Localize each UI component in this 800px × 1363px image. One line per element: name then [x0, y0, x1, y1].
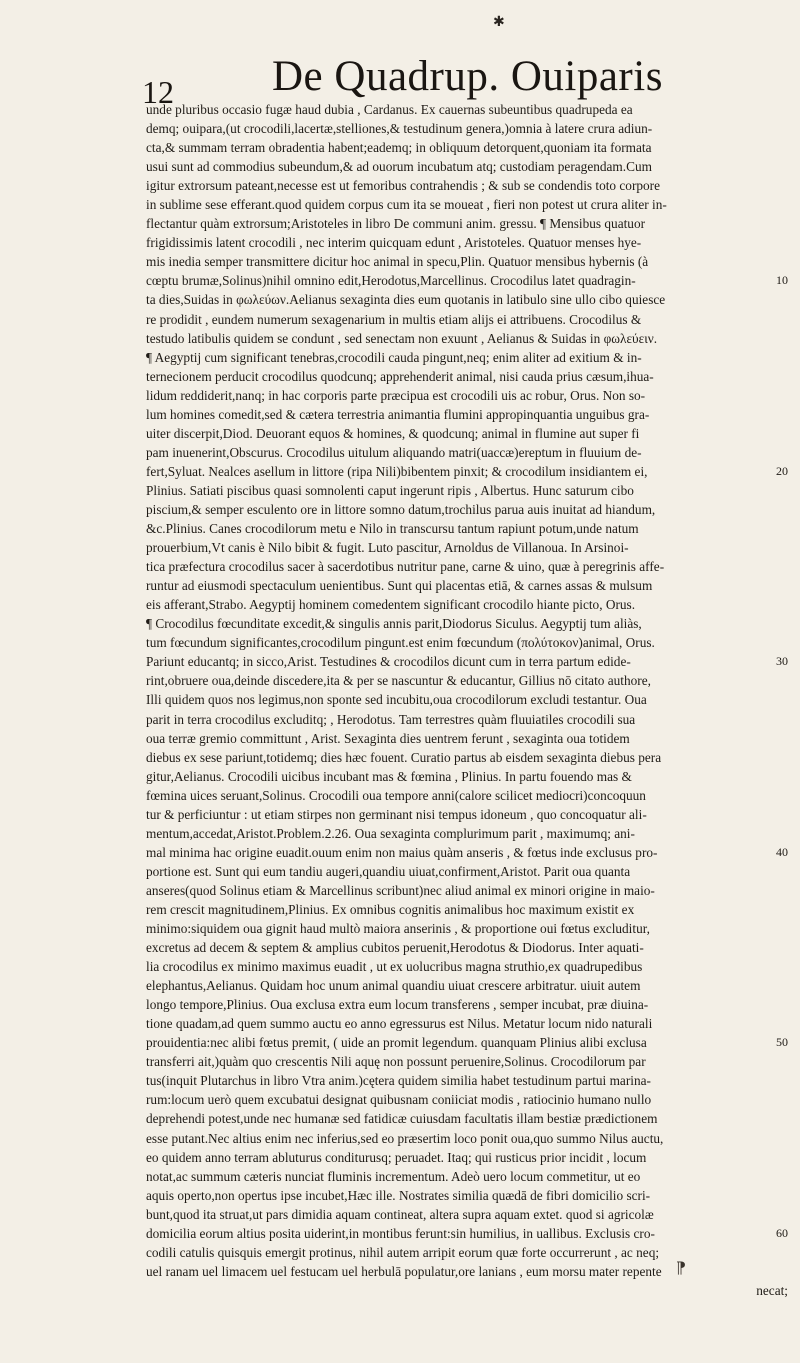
text-line: prouerbium,Vt canis è Nilo bibit & fugit. Luto pascitur, Arnoldus de Villanoua. In Arsinoi- — [146, 540, 629, 556]
text-line: tum fœcundum significantes,crocodilum pingunt.est enim fœcundum (πολύτοκον)animal, Orus. — [146, 635, 655, 651]
text-line: fœmina uices seruant,Solinus. Crocodili oua tempore anni(calore scilicet mediocri)concoquun — [146, 787, 646, 803]
text-line: lia crocodilus ex minimo maximus euadit , ut ex uolucribus magna struthio,ex quadrupedibus — [146, 959, 643, 975]
text-line: deprehendi potest,unde nec humanæ sed fatidicæ cuiusdam facultatis illam bestiæ prædictionem — [146, 1111, 658, 1127]
text-line: tus(inquit Plutarchus in libro Vtra anim.)cętera quidem similia habet testudinum partui marina- — [146, 1073, 651, 1089]
text-line: mis inedia semper transmittere dicitur hoc animal in specu,Plin. Quatuor mensibus hybernis (à — [146, 254, 649, 270]
text-line: anseres(quod Solinus etiam & Marcellinus scribunt)nec aliud animal ex minori origine in maio- — [146, 882, 655, 898]
text-line: notat,ac summum cæteris nunciat fluminis incrementum. Adeò uero locum commetitur, ut eo — [146, 1168, 641, 1184]
text-line: usui sunt ad commodius subeundum,& ad ouorum incubatum atq; custodiam peragendam.Cum — [146, 159, 652, 175]
text-line: fert,Syluat. Nealces asellum in littore (ripa Nili)bibentem pinxit; & crocodilum insidiantem ei, — [146, 463, 648, 479]
text-line: in sublime sese efferant.quod quidem corpus cum ita se moueat , fieri non potest ut crura aliter in- — [146, 197, 667, 213]
text-line: esse putant.Nec altius enim nec inferius,sed eo præsertim loco ponit oua,quo summo Nilus auctu, — [146, 1130, 664, 1146]
margin-number: 60 — [776, 1225, 788, 1240]
text-line: ta dies,Suidas in φωλεύων.Aelianus sexaginta dies eum quotanis in latibulo sine ullo cibo quiesce — [146, 292, 666, 308]
text-line: portione est. Sunt qui eum tandiu augeri,quandiu uiuat,confirment,Aristot. Parit oua quanta — [146, 863, 631, 879]
text-line: domicilia eorum altius posita uiderint,in montibus ferunt:sin humilius, in uallibus. Exclusis cro- — [146, 1225, 655, 1241]
text-line: pam inuenerint,Obscurus. Crocodilus uitulum aliquando matri(uaccæ)ereptum in fluuium de- — [146, 444, 642, 460]
text-line: uiter discerpit,Diod. Deuorant equos & homines, & quodcunq; animal in flumine aut super fi — [146, 425, 640, 441]
text-line: minimo:siquidem oua gignit haud multò maiora anserinis , & proportione oui fœtus excluditur, — [146, 921, 650, 937]
margin-number: 30 — [776, 654, 788, 669]
text-line: re prodidit , eundem numerum sexagenarium in multis etiam alijs ei attribuens. Crocodilus & — [146, 311, 642, 327]
text-line: rem crescit magnitudinem,Plinius. Ex omnibus cognitis animalibus hoc maximum existit ex — [146, 901, 635, 917]
text-line: prouidentia:nec alibi fœtus premit, ( uide an promit legendum. quanquam Plinius alibi exclusa — [146, 1035, 647, 1051]
text-line: rum:locum uerò quem excubatui designat quibusnam coniiciat modis , ratiocinio humano nullo — [146, 1092, 652, 1108]
text-line: necat; — [756, 1282, 788, 1298]
text-line: longo tempore,Plinius. Oua exclusa extra eum locum transferens , semper incubat, præ diuina- — [146, 997, 649, 1013]
text-line: gitur,Aelianus. Crocodili uicibus incubant mas & fœmina , Plinius. In partu fouendo mas & — [146, 768, 632, 784]
margin-number: 20 — [776, 463, 788, 478]
text-line: eis afferant,Strabo. Aegyptij hominem comedentem significant crocodilo hiante picto, Orus. — [146, 597, 636, 613]
text-line: bunt,quod ita struat,ut pars dimidia aquam contineat, altera supra aquam extet. quod si agricolæ — [146, 1206, 654, 1222]
text-line: eo quidem anno terram abluturus conditurusq; peruadet. Itaq; qui rusticus prior incidit , locum — [146, 1149, 647, 1165]
top-printer-mark: ✱ — [493, 15, 505, 30]
text-line: tur & perficiuntur : ut etiam stirpes non germinant nisi tempus idoneum , quo concoquatur ali- — [146, 806, 647, 822]
text-line: rint,obruere oua,deinde discedere,ita & per se nascuntur & educantur, Gillius nō citato authore, — [146, 673, 651, 689]
text-line: &c.Plinius. Canes crocodilorum metu e Nilo in transcursu tantum rapiunt potum,unde natum — [146, 521, 639, 537]
text-line: testudo latibulis quidem se condunt , sed senectam non exuunt , Aelianus & Suidas in φωλεύειν. — [146, 330, 658, 346]
text-line: tione quadam,ad quem summo auctu eo anno egressurus est Nilus. Metatur locum nido naturali — [146, 1016, 653, 1032]
text-line: lidum reddiderit,nanq; in hac corporis parte præcipua est crocodili uis ac robur, Orus. Non so- — [146, 387, 646, 403]
text-line: transferri ait,)quàm quo crescentis Nili aquę non possunt peruenire,Solinus. Crocodilorum par — [146, 1054, 646, 1070]
text-line: mal minima hac origine euadit.ouum enim non maius quàm anseris , & fœtus inde exclusus pro- — [146, 844, 658, 860]
text-line: diebus ex sese pariunt,totidemq; dies hæc fouent. Curatio partus ab eisdem sexaginta diebus pera — [146, 749, 662, 765]
text-line: parit in terra crocodilus excluditq; , Herodotus. Tam terrestres quàm fluuiatiles crocodili sua — [146, 711, 636, 727]
margin-number: 40 — [776, 844, 788, 859]
running-title: De Quadrup. Ouiparis — [272, 53, 663, 100]
page-number: 12 — [142, 74, 174, 110]
text-line: mentum,accedat,Aristot.Problem.2.26. Oua sexaginta complurimum parit , maximumq; ani- — [146, 825, 635, 841]
text-line: Pariunt educantq; in sicco,Arist. Testudines & crocodilos dicunt cum in terra partum edide- — [146, 654, 631, 670]
text-line: cœptu brumæ,Solinus)nihil omnino edit,Herodotus,Marcellinus. Crocodilus latet quadragin- — [146, 273, 636, 289]
text-line: Illi quidem quos nos legimus,non sponte sed incubitu,oua crocodilorum excludi testantur. Oua — [146, 692, 647, 708]
text-line: oua terræ gremio committunt , Arist. Sexaginta dies uentrem ferunt , sexaginta oua totidem — [146, 730, 630, 746]
text-line: flectantur quàm extrorsum;Aristoteles in libro De communi anim. gressu. ¶ Mensibus quatuor — [146, 216, 646, 232]
text-line: ¶ Aegyptij cum significant tenebras,crocodili cauda pingunt,neq; enim aliter ad exitium & in- — [146, 349, 642, 365]
bottom-mark: ⁋ — [676, 1260, 687, 1277]
text-line: ternecionem perducit crocodilus quodcunq; apprehenderit animal, nisi cauda prius cæsum,ihua- — [146, 368, 654, 384]
text-line: elephantus,Aelianus. Quidam hoc unum animal quandiu uiuat crescere arbitratur. uiuit autem — [146, 978, 641, 994]
text-line: demq; ouipara,(ut crocodili,lacertæ,stelliones,& testudinum genera,)omnia à latere crura adiun- — [146, 121, 653, 137]
margin-number: 50 — [776, 1035, 788, 1050]
text-line: runtur ad eiusmodi spectaculum uenientibus. Sunt qui placentas etiā, & carnes assas & mulsum — [146, 578, 653, 594]
text-line: codili catulis quisquis emergit protinus, nihil autem arripit eorum quæ forte occurrerunt , ac neq; — [146, 1244, 660, 1260]
text-line: cta,& summam terram obradentia habent;eademq; in obliquum detorquent,quoniam ita formata — [146, 140, 652, 156]
text-line: excretus ad decem & septem & amplius cubitos peruenit,Herodotus & Diodorus. Inter aquati- — [146, 940, 644, 956]
text-line: uel ranam uel limacem uel festucam uel herbulā populatur,ore lanians , eum morsu mater repente — [146, 1263, 662, 1279]
margin-number: 10 — [776, 273, 788, 288]
text-line: piscium,& semper esculento ore in littore somno datum,trochilus parua auis inuitat ad hiandum, — [146, 501, 656, 517]
text-line: tica præfectura crocodilus sacer à sacerdotibus nutritur pane, carne & uino, quæ à peregrinis affe- — [146, 559, 665, 575]
text-line: unde pluribus occasio fugæ haud dubia , Cardanus. Ex cauernas subeuntibus quadrupeda ea — [146, 102, 633, 117]
text-line: frigidissimis latent crocodili , nec interim quicquam edunt , Aristoteles. Quatuor menses hye- — [146, 235, 642, 251]
text-line: igitur extrorsum pateant,necesse est ut femoribus contrahendis ; & sub se condendis toto corpore — [146, 178, 661, 194]
text-line: ¶ Crocodilus fœcunditate excedit,& singulis annis parit,Diodorus Siculus. Aegyptij tum aliàs, — [146, 616, 642, 632]
text-line: lum homines comedit,sed & cætera terrestria animantia flumini appropinquantia unguibus gra- — [146, 406, 650, 422]
text-line: Plinius. Satiati piscibus quasi somnolenti caput ingerunt ripis , Albertus. Hunc saturum cibo — [146, 482, 634, 498]
body-text — [146, 100, 794, 1300]
text-line: aquis operto,non opertus ipse incubet,Hæc ille. Nostrates similia quædā de fibri domicilio scri- — [146, 1187, 651, 1203]
